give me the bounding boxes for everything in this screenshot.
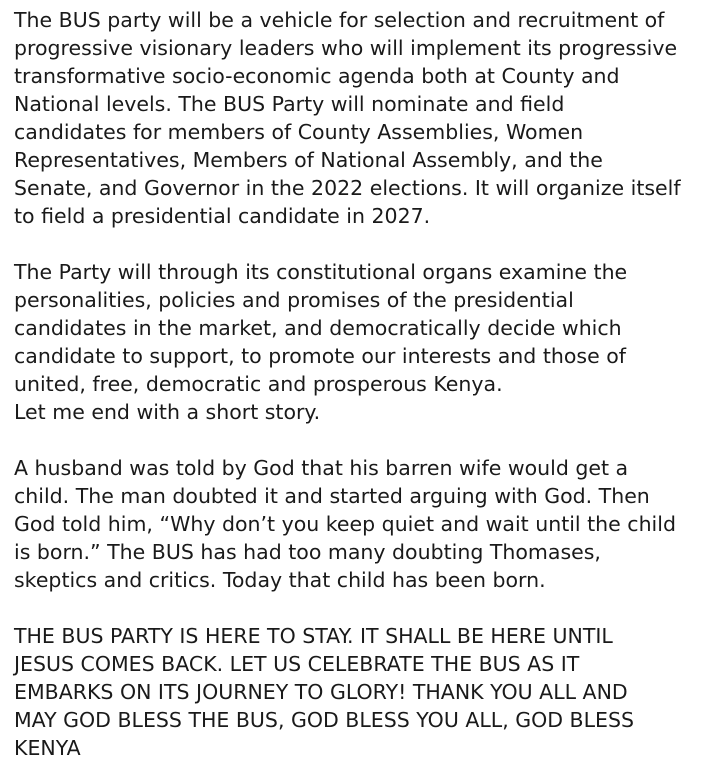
paragraph-spacer bbox=[14, 230, 714, 258]
paragraph-closing-proclamation: THE BUS PARTY IS HERE TO STAY. IT SHALL BE HERE UNTIL JESUS COMES BACK. LET US CELEBRATE THE BUS AS IT EMBARKS ON ITS JOURNEY TO GLORY! THANK YOU ALL AND MAY GOD BLESS THE BUS, GOD BLESS YOU ALL, GOD BLESS KENYA bbox=[14, 624, 635, 760]
document-body bbox=[14, 6, 714, 762]
paragraph-short-story: A husband was told by God that his barren wife would get a child. The man doubted it and started arguing with God. Then God told him, “Why don’t you keep quiet and wait until the child is born.” The BUS has had too many doubting Thomases, skeptics and critics. Today that child has been born. bbox=[14, 456, 676, 592]
paragraph-spacer bbox=[14, 594, 714, 622]
paragraph-bus-party-role: The BUS party will be a vehicle for selection and recruitment of progressive visionary leaders who will implement its progressive transformative socio-economic agenda both at County and National levels. The BUS Party will nominate and field candidates for members of County Assemblies, Women Representatives, Members of National Assembly, and the Senate, and Governor in the 2022 elections. It will organize itself to field a presidential candidate in 2027. bbox=[14, 8, 681, 228]
paragraph-presidential-candidates: The Party will through its constitutional organs examine the personalities, policies and promises of the presidential candidates in the market, and democratically decide which candidate to support, to promote our interests and those of united, free, democratic and prosperous Kenya. Let me end with a short story. bbox=[14, 260, 628, 424]
paragraph-spacer bbox=[14, 426, 714, 454]
